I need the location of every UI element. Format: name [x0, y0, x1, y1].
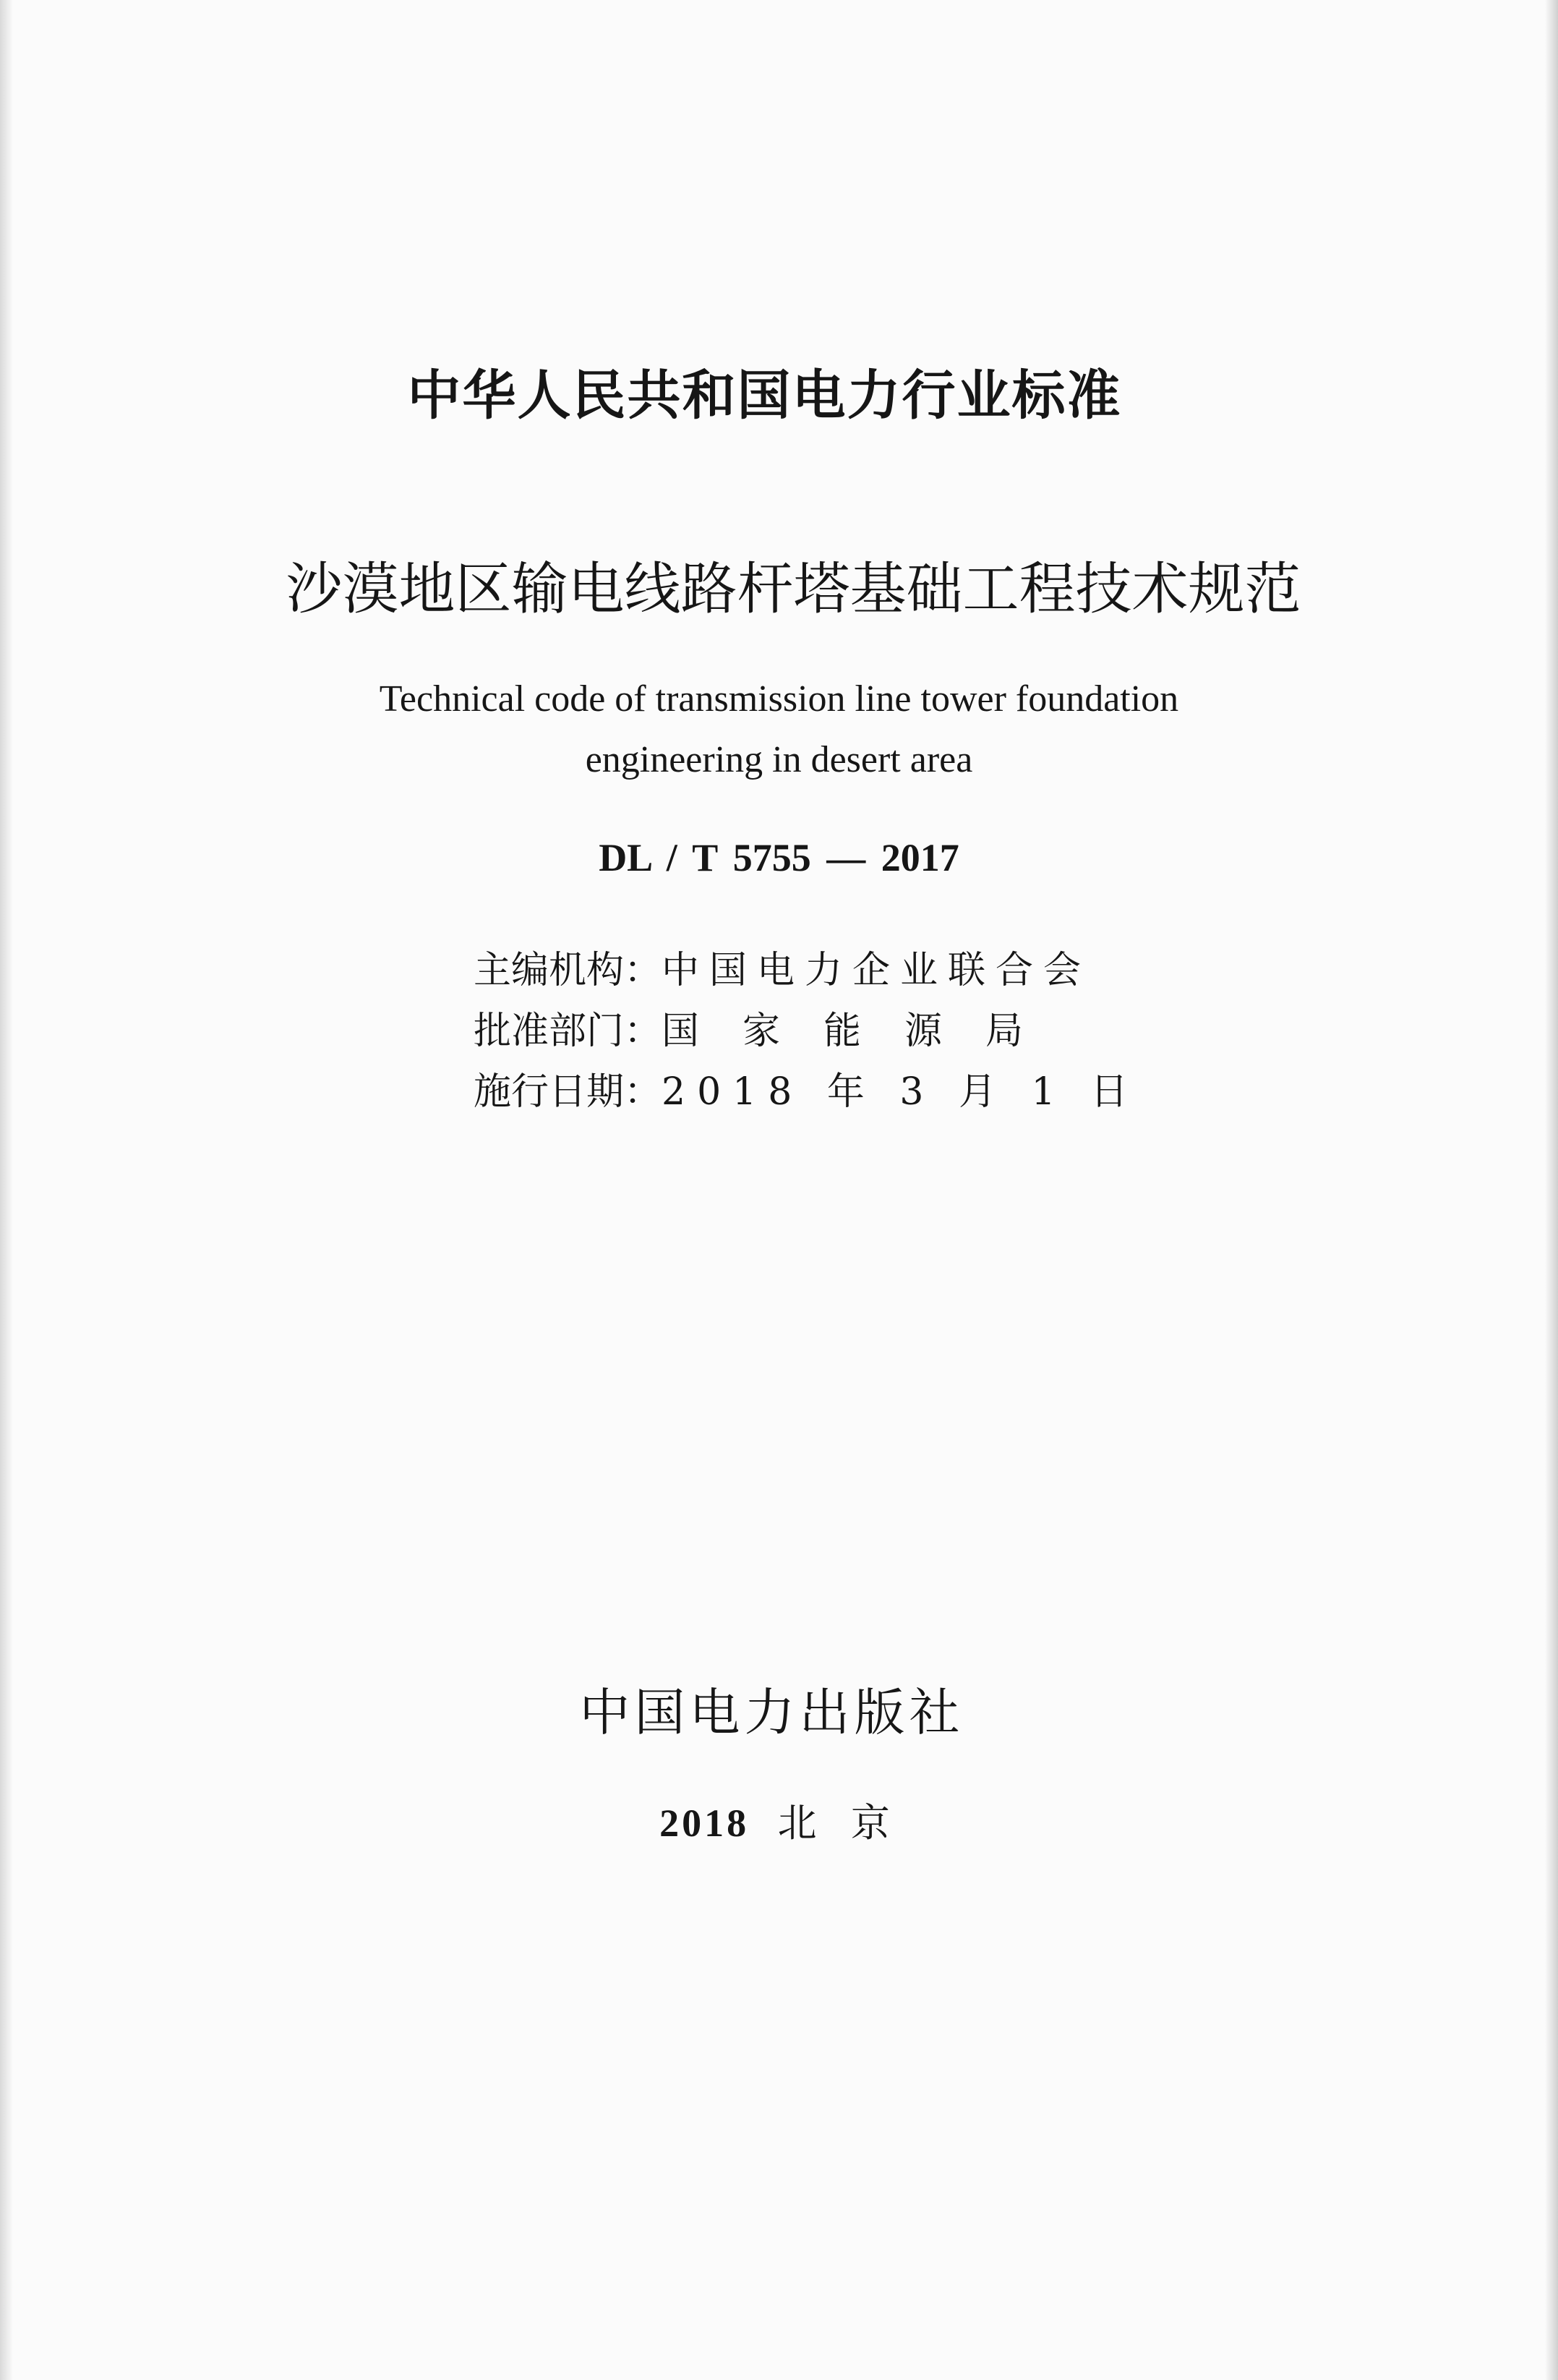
standard-category: 中华人民共和国电力行业标准 — [407, 364, 1122, 427]
document-title-english — [0, 669, 1558, 790]
editor-row — [474, 940, 1139, 1001]
publication-city: 北 京 — [777, 1800, 893, 1846]
effective-date-value: 2018 年 3 月 1 日 — [662, 1070, 1140, 1114]
english-title-line-2: engineering in desert area — [585, 739, 973, 780]
effective-date-label: 施行日期： — [474, 1070, 662, 1114]
publication-year: 2018 — [659, 1801, 750, 1845]
standard-code: DL / T 5755 — 2017 — [599, 836, 959, 879]
document-title-chinese: 沙漠地区输电线路杆塔基础工程技术规范 — [286, 557, 1301, 622]
english-title-line-1: Technical code of transmission line tower foundation — [379, 678, 1179, 720]
editor-value: 中国电力企业联合会 — [662, 949, 1092, 992]
scan-edge-right — [1545, 0, 1558, 2380]
editor-label: 主编机构： — [474, 949, 662, 992]
approver-value: 国家能源局 — [662, 1010, 1067, 1053]
approver-label: 批准部门： — [474, 1010, 662, 1053]
publication-year-place — [0, 1792, 1555, 1848]
publisher-name: 中国电力出版社 — [579, 1683, 964, 1742]
publication-info — [474, 940, 1139, 1122]
effective-date-row — [474, 1062, 1139, 1122]
approver-row — [474, 1001, 1139, 1062]
